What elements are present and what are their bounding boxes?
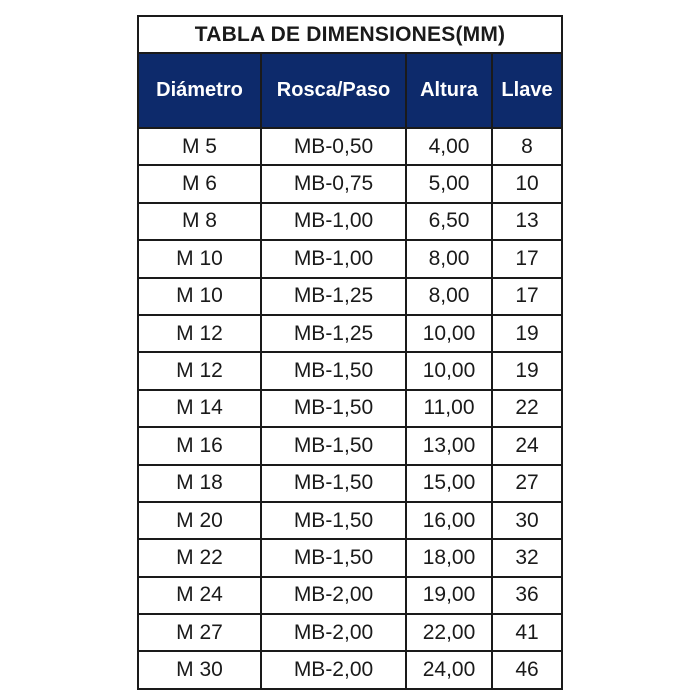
table-row (138, 427, 562, 464)
dimensions-table (137, 15, 563, 690)
table-row (138, 539, 562, 576)
cell-llave: 22 (492, 390, 562, 427)
header-rosca-paso: Rosca/Paso (261, 53, 406, 128)
table-row (138, 352, 562, 389)
table-title: TABLA DE DIMENSIONES(MM) (138, 16, 562, 53)
table-row (138, 203, 562, 240)
cell-llave: 17 (492, 240, 562, 277)
table-title-row (138, 16, 562, 53)
cell-rosca-paso: MB-1,50 (261, 427, 406, 464)
table-row (138, 128, 562, 165)
cell-altura: 15,00 (406, 465, 492, 502)
cell-altura: 8,00 (406, 278, 492, 315)
cell-diametro: M 16 (138, 427, 261, 464)
cell-rosca-paso: MB-1,00 (261, 203, 406, 240)
cell-altura: 4,00 (406, 128, 492, 165)
cell-altura: 24,00 (406, 651, 492, 688)
table-row (138, 165, 562, 202)
cell-altura: 8,00 (406, 240, 492, 277)
cell-rosca-paso: MB-1,50 (261, 465, 406, 502)
cell-altura: 18,00 (406, 539, 492, 576)
header-llave: Llave (492, 53, 562, 128)
cell-llave: 17 (492, 278, 562, 315)
cell-rosca-paso: MB-0,75 (261, 165, 406, 202)
cell-llave: 24 (492, 427, 562, 464)
cell-rosca-paso: MB-2,00 (261, 577, 406, 614)
cell-rosca-paso: MB-1,50 (261, 390, 406, 427)
cell-altura: 16,00 (406, 502, 492, 539)
dimensions-table-container (137, 15, 561, 690)
cell-altura: 10,00 (406, 315, 492, 352)
cell-rosca-paso: MB-1,50 (261, 352, 406, 389)
cell-diametro: M 10 (138, 278, 261, 315)
table-row (138, 465, 562, 502)
cell-diametro: M 10 (138, 240, 261, 277)
cell-llave: 19 (492, 315, 562, 352)
cell-diametro: M 5 (138, 128, 261, 165)
cell-diametro: M 30 (138, 651, 261, 688)
cell-altura: 13,00 (406, 427, 492, 464)
cell-rosca-paso: MB-0,50 (261, 128, 406, 165)
cell-diametro: M 20 (138, 502, 261, 539)
cell-llave: 10 (492, 165, 562, 202)
cell-altura: 11,00 (406, 390, 492, 427)
cell-diametro: M 8 (138, 203, 261, 240)
cell-llave: 13 (492, 203, 562, 240)
cell-rosca-paso: MB-1,25 (261, 278, 406, 315)
header-diametro: Diámetro (138, 53, 261, 128)
cell-diametro: M 27 (138, 614, 261, 651)
cell-altura: 22,00 (406, 614, 492, 651)
cell-rosca-paso: MB-1,00 (261, 240, 406, 277)
cell-altura: 19,00 (406, 577, 492, 614)
cell-rosca-paso: MB-1,25 (261, 315, 406, 352)
table-row (138, 315, 562, 352)
cell-llave: 32 (492, 539, 562, 576)
cell-diametro: M 24 (138, 577, 261, 614)
cell-rosca-paso: MB-1,50 (261, 502, 406, 539)
cell-rosca-paso: MB-2,00 (261, 614, 406, 651)
cell-diametro: M 22 (138, 539, 261, 576)
cell-llave: 30 (492, 502, 562, 539)
table-body (138, 128, 562, 689)
cell-altura: 5,00 (406, 165, 492, 202)
cell-llave: 46 (492, 651, 562, 688)
cell-llave: 27 (492, 465, 562, 502)
cell-altura: 6,50 (406, 203, 492, 240)
cell-diametro: M 12 (138, 315, 261, 352)
table-row (138, 502, 562, 539)
table-row (138, 651, 562, 688)
cell-rosca-paso: MB-2,00 (261, 651, 406, 688)
cell-llave: 19 (492, 352, 562, 389)
table-row (138, 240, 562, 277)
cell-rosca-paso: MB-1,50 (261, 539, 406, 576)
table-row (138, 577, 562, 614)
cell-diametro: M 12 (138, 352, 261, 389)
cell-diametro: M 6 (138, 165, 261, 202)
cell-diametro: M 14 (138, 390, 261, 427)
cell-llave: 41 (492, 614, 562, 651)
table-row (138, 278, 562, 315)
table-row (138, 390, 562, 427)
cell-altura: 10,00 (406, 352, 492, 389)
cell-diametro: M 18 (138, 465, 261, 502)
table-row (138, 614, 562, 651)
header-altura: Altura (406, 53, 492, 128)
table-header-row (138, 53, 562, 128)
cell-llave: 36 (492, 577, 562, 614)
cell-llave: 8 (492, 128, 562, 165)
